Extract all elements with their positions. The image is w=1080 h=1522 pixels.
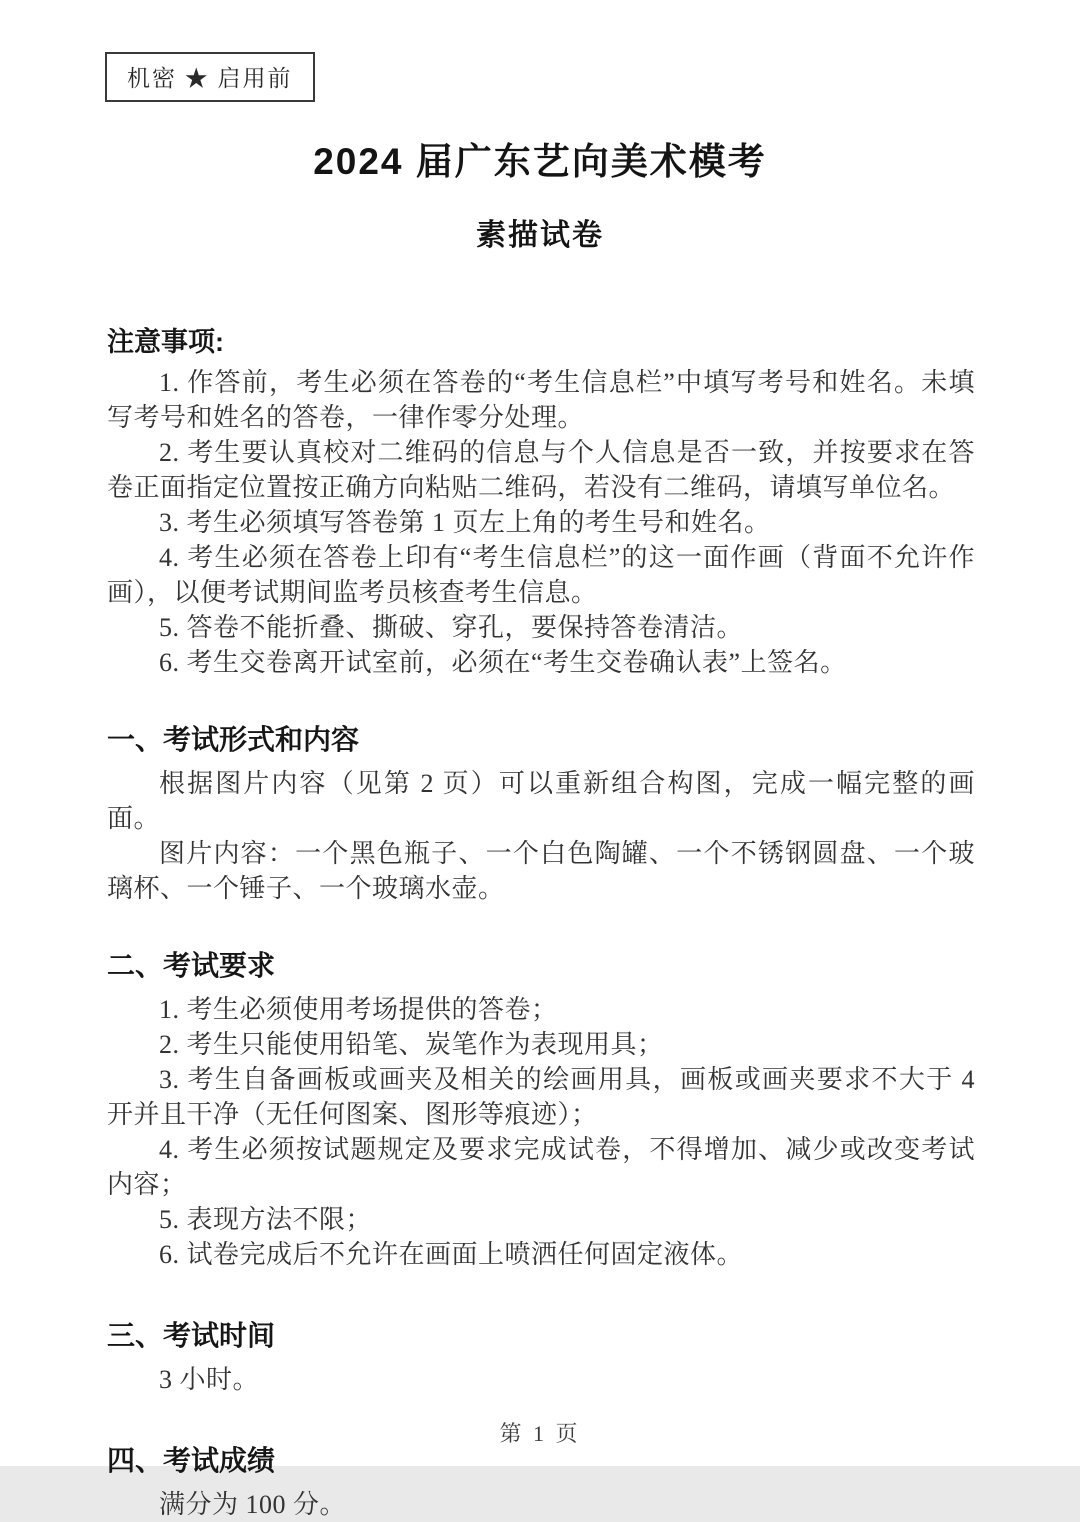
notice-item-4: 4. 考生必须在答卷上印有“考生信息栏”的这一面作画（背面不允许作画），以便考试期间监考员核查考生信息。 (107, 543, 975, 607)
doc-content (107, 320, 975, 1522)
notice-section (107, 320, 975, 680)
section-2-item: 1. 考生必须使用考场提供的答卷； (159, 995, 558, 1024)
section-exam-score (107, 1439, 975, 1522)
notice-heading: 注意事项: (107, 327, 224, 357)
section-2-item: 2. 考生只能使用铅笔、炭笔作为表现用具； (159, 1030, 664, 1059)
section-2-item: 5. 表现方法不限； (159, 1205, 373, 1234)
section-3-paragraph: 3 小时。 (159, 1365, 260, 1394)
section-1-paragraph: 图片内容：一个黑色瓶子、一个白色陶罐、一个不锈钢圆盘、一个玻璃杯、一个锤子、一个玻璃水壶。 (107, 839, 975, 903)
notice-item-2: 2. 考生要认真校对二维码的信息与个人信息是否一致，并按要求在答卷正面指定位置按正确方向粘贴二维码，若没有二维码，请填写单位名。 (107, 438, 975, 502)
section-1-paragraph: 根据图片内容（见第 2 页）可以重新组合构图，完成一幅完整的画面。 (107, 769, 975, 833)
doc-title: 2024 届广东艺向美术模考 (313, 141, 767, 182)
section-heading-4: 四、考试成绩 (107, 1445, 276, 1476)
section-2-item: 4. 考生必须按试题规定及要求完成试卷，不得增加、减少或改变考试内容； (107, 1135, 975, 1199)
section-2-item: 3. 考生自备画板或画夹及相关的绘画用具，画板或画夹要求不大于 4 开并且干净（无任何图案、图形等痕迹）； (107, 1065, 975, 1129)
notice-item-6: 6. 考生交卷离开试室前，必须在“考生交卷确认表”上签名。 (159, 648, 847, 677)
confidential-badge: 机密 ★ 启用前 (105, 52, 315, 102)
section-exam-time (107, 1314, 975, 1397)
section-heading-3: 三、考试时间 (107, 1320, 276, 1351)
page-footer: 第 1 页 (499, 1421, 581, 1446)
notice-item-3: 3. 考生必须填写答卷第 1 页左上角的考生号和姓名。 (159, 508, 771, 537)
section-heading-1: 一、考试形式和内容 (107, 724, 360, 755)
section-exam-requirements (107, 944, 975, 1272)
section-heading-2: 二、考试要求 (107, 950, 276, 981)
doc-subtitle: 素描试卷 (476, 219, 604, 252)
section-exam-form-content (107, 718, 975, 906)
notice-item-5: 5. 答卷不能折叠、撕破、穿孔，要保持答卷清洁。 (159, 613, 744, 642)
notice-item-1: 1. 作答前，考生必须在答卷的“考生信息栏”中填写考号和姓名。未填写考号和姓名的答卷，一律作零分处理。 (107, 368, 975, 432)
section-4-paragraph: 满分为 100 分。 (159, 1490, 347, 1519)
section-2-item: 6. 试卷完成后不允许在画面上喷洒任何固定液体。 (159, 1240, 744, 1269)
